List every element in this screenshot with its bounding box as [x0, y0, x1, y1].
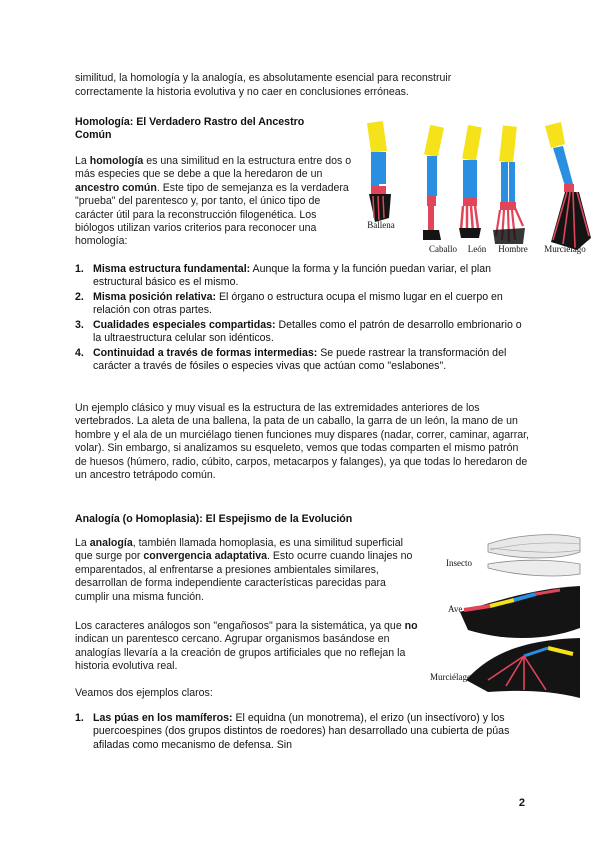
- text-run: , también llamada homoplasia, es una similitud superficial que surge por: [75, 537, 403, 563]
- list-number: 3.: [75, 319, 84, 331]
- figure-label-murcielago-ala: Murciélago: [430, 672, 472, 682]
- analogia-heading: Analogía (o Homoplasia): El Espejismo de la Evolución: [75, 513, 353, 525]
- criteria-item-4: [75, 347, 528, 389]
- example-item-1: [75, 712, 528, 754]
- figure-label-insecto: Insecto: [446, 558, 472, 568]
- criteria-item-2: [75, 291, 528, 319]
- text-run: . Este tipo de semejanza es la verdadera "prueba" del parentesco y, por tanto, el único tipo de carácter útil para la reconstrucción filogenética. Los biólogos utilizan varios criterios para reconocer una homología:: [75, 181, 349, 248]
- text-run: . Esto ocurre cuando linajes no emparentados, al enfrentarse a presiones ambientales similares, desarrollan de forma independiente características parecidas para cumplir una misma función.: [75, 550, 413, 603]
- term-convergencia: convergencia adaptativa: [143, 550, 267, 563]
- bat-limb: [545, 122, 591, 250]
- criteria-term: Misma posición relativa:: [93, 291, 217, 303]
- figure-label-leon: León: [467, 244, 487, 254]
- text-run: es una similitud en la estructura entre dos o más especies que se debe a que la heredaron de un: [75, 155, 352, 181]
- homologia-heading-line1: Homología: El Verdadero Rastro del Ancestro: [75, 116, 305, 128]
- criteria-term: Cualidades especiales compartidas:: [93, 319, 276, 331]
- term-homologia: homología: [89, 155, 144, 167]
- text-run: La: [75, 155, 90, 167]
- page-number: 2: [518, 797, 525, 809]
- example-term: Las púas en los mamíferos:: [93, 712, 233, 724]
- wing-analogy-figure: [428, 530, 583, 698]
- criteria-item-1: [75, 263, 528, 291]
- example-text: El equidna (un monotrema), el erizo (un insectívoro) y los puercoespines (dos grupos distintos de roedores) han desarrollado una cubierta de púas afiladas como mecanismo de defensa. Sin: [93, 712, 510, 751]
- figure-label-ave: Ave: [448, 604, 463, 614]
- list-number: 1.: [75, 712, 84, 724]
- analogia-paragraph-2: [75, 620, 420, 674]
- intro-line-2: correctamente la historia evolutiva y no caer en conclusiones erróneas.: [75, 86, 409, 98]
- list-number: 1.: [75, 263, 84, 275]
- figure-label-murcielago: Murciélago: [544, 244, 586, 254]
- term-no: no: [404, 620, 418, 632]
- criteria-term: Misma estructura fundamental:: [93, 263, 251, 275]
- homologia-example-paragraph: Un ejemplo clásico y muy visual es la estructura de las extremidades anteriores de los vertebrados. La aleta de una ballena, la pata de un caballo, la garra de un león, la mano de un hombre y el ala de un murciélago tienen funciones muy dispares (nadar, correr, caminar, agarrar, volar). Sin embargo, si analizamos su esqueleto, vemos que todas comparten el mismo patrón de huesos (húmero, radio, cúbito, carpos, metacarpos y falanges), ya que todas lo heredaron de un ancestro tetrápodo común.: [75, 402, 530, 482]
- term-ancestro-comun: ancestro común: [75, 181, 157, 194]
- figure-label-caballo: Caballo: [429, 244, 457, 254]
- bird-wing: [460, 586, 580, 638]
- intro-line-1: similitud, la homología y la analogía, es absolutamente esencial para reconstruir: [75, 72, 452, 84]
- limb-homology-figure: [365, 118, 595, 258]
- homologia-heading: [75, 116, 365, 143]
- criteria-item-3: [75, 319, 528, 347]
- list-number: 4.: [75, 347, 84, 359]
- figure-label-ballena: Ballena: [367, 220, 395, 230]
- homologia-heading-line2: Común: [75, 129, 112, 142]
- analogia-paragraph-1: [75, 537, 420, 604]
- human-limb: [493, 125, 525, 244]
- text-run: Los caracteres análogos son "engañosos" para la sistemática, ya que: [75, 620, 405, 632]
- criteria-text: Se puede rastrear la transformación del carácter a través de fósiles o especies vivas que actúan como "eslabones".: [93, 347, 507, 373]
- horse-limb: [423, 125, 444, 240]
- insect-wing: [488, 535, 580, 576]
- examples-intro: Veamos dos ejemplos claros:: [75, 687, 213, 699]
- criteria-text: El órgano o estructura ocupa el mismo lugar en el cuerpo en relación con otras partes.: [93, 291, 503, 317]
- criteria-text: Detalles como el patrón de desarrollo embrionario o la ultraestructura celular son idénticos.: [93, 319, 522, 345]
- term-analogia: analogía: [89, 537, 133, 549]
- bat-wing: [466, 638, 580, 698]
- figure-label-hombre: Hombre: [498, 244, 528, 254]
- text-run: La: [75, 537, 90, 549]
- criteria-text: Aunque la forma y la función puedan variar, el plan estructural básico es el mismo.: [93, 263, 492, 289]
- text-run: indican un parentesco cercano. Agrupar organismos basándose en analogías llevaría a la creación de grupos artificiales que no reflejan la historia evolutiva real.: [75, 633, 406, 673]
- lion-limb: [459, 125, 482, 238]
- homologia-paragraph: [75, 155, 355, 249]
- criteria-term: Continuidad a través de formas intermedias:: [93, 347, 318, 359]
- whale-limb: [367, 121, 391, 222]
- list-number: 2.: [75, 291, 84, 303]
